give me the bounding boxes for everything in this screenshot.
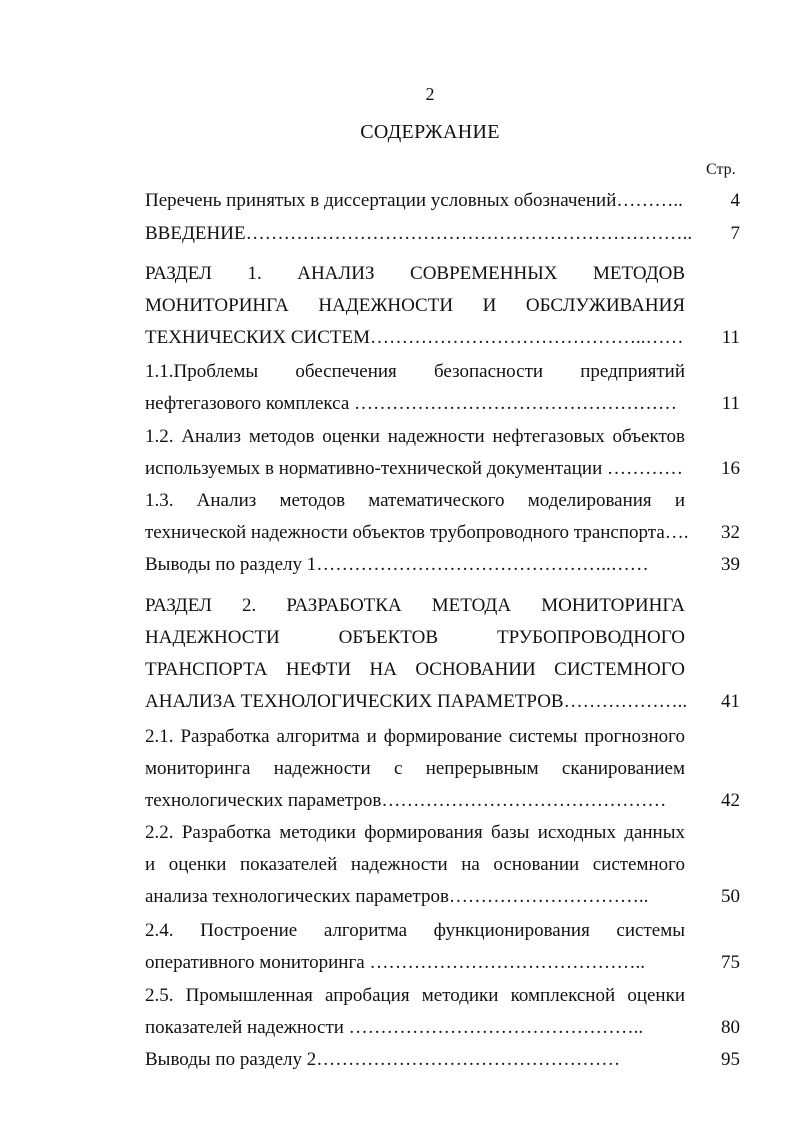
toc-line: Перечень принятых в диссертации условных обозначений……….. — [145, 190, 683, 211]
toc-page-number: 95 — [721, 1049, 740, 1070]
page-column-label: Стр. — [706, 161, 736, 178]
toc-line: НАДЕЖНОСТИ ОБЪЕКТОВ ТРУБОПРОВОДНОГО — [145, 627, 685, 648]
toc-page-number: 80 — [721, 1017, 740, 1038]
toc-page-number: 50 — [721, 886, 740, 907]
toc-page-number: 42 — [721, 790, 740, 811]
toc-line: нефтегазового комплекса …………………………………………… — [145, 393, 678, 414]
toc-page-number: 11 — [721, 327, 740, 348]
toc-line: 2.1. Разработка алгоритма и формирование системы прогнозного — [145, 726, 685, 747]
toc-line: МОНИТОРИНГА НАДЕЖНОСТИ И ОБСЛУЖИВАНИЯ — [145, 295, 685, 316]
toc-line: 1.1.Проблемы обеспечения безопасности предприятий — [145, 361, 685, 382]
toc-line: РАЗДЕЛ 2. РАЗРАБОТКА МЕТОДА МОНИТОРИНГА — [145, 595, 685, 616]
toc-line: 1.2. Анализ методов оценки надежности нефтегазовых объектов — [145, 426, 685, 447]
toc-line: оперативного мониторинга …………………………………….. — [145, 952, 645, 973]
toc-line: Выводы по разделу 1………………………………………..…… — [145, 554, 649, 575]
toc-line: мониторинга надежности с непрерывным сканированием — [145, 758, 685, 779]
toc-page-number: 4 — [730, 190, 740, 211]
toc-line: используемых в нормативно-технической документации ………… — [145, 458, 683, 479]
toc-line: показателей надежности ……………………………………….. — [145, 1017, 644, 1038]
page-title: СОДЕРЖАНИЕ — [360, 121, 500, 143]
toc-line: 2.5. Промышленная апробация методики комплексной оценки — [145, 985, 685, 1006]
page-number: 2 — [425, 84, 435, 104]
toc-line: технологических параметров……………………………………… — [145, 790, 667, 811]
toc-line: ТРАНСПОРТА НЕФТИ НА ОСНОВАНИИ СИСТЕМНОГО — [145, 659, 685, 680]
toc-page-number: 75 — [721, 952, 740, 973]
toc-line: 2.2. Разработка методики формирования базы исходных данных — [145, 822, 685, 843]
toc-line: РАЗДЕЛ 1. АНАЛИЗ СОВРЕМЕННЫХ МЕТОДОВ — [145, 263, 685, 284]
toc-line: и оценки показателей надежности на основании системного — [145, 854, 685, 875]
toc-line: 1.3. Анализ методов математического моделирования и — [145, 490, 685, 511]
toc-line: ТЕХНИЧЕСКИХ СИСТЕМ……………………………………..…… — [145, 327, 684, 348]
toc-line: АНАЛИЗА ТЕХНОЛОГИЧЕСКИХ ПАРАМЕТРОВ……………….. — [145, 691, 688, 712]
toc-page-number: 39 — [721, 554, 740, 575]
toc-page-number: 41 — [721, 691, 740, 712]
toc-line: анализа технологических параметров………………………….. — [145, 886, 649, 907]
toc-page-number: 7 — [730, 223, 740, 244]
toc-page-number: 32 — [721, 522, 740, 543]
toc-line: 2.4. Построение алгоритма функционирования системы — [145, 920, 685, 941]
toc-line: ВВЕДЕНИЕ…………………………………………………………….. — [145, 223, 693, 244]
toc-line: Выводы по разделу 2………………………………………… — [145, 1049, 621, 1070]
toc-page-number: 11 — [721, 393, 740, 414]
toc-page-number: 16 — [721, 458, 740, 479]
toc-line: технической надежности объектов трубопроводного транспорта…. — [145, 522, 689, 543]
